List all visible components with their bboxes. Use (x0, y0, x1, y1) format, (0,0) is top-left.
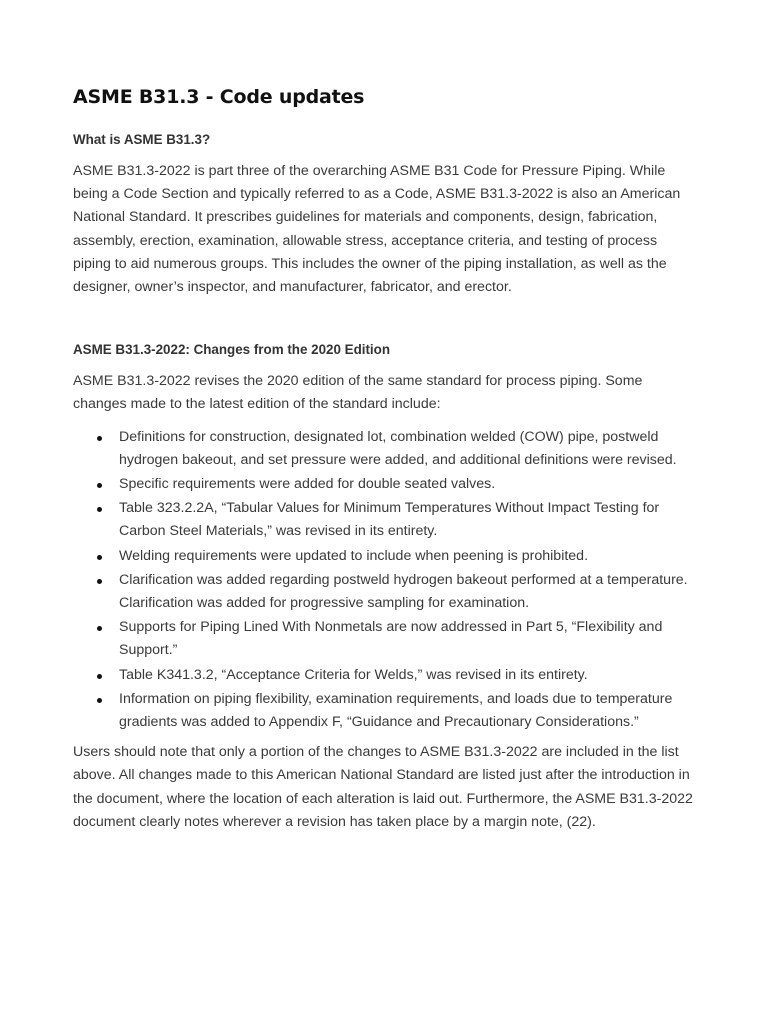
bullet-dot-icon (97, 626, 102, 631)
list-item (73, 569, 693, 615)
list-item-text: Supports for Piping Lined With Nonmetals are now addressed in Part 5, “Flexibility and Support.” (119, 619, 663, 659)
section-paragraph-closing: Users should note that only a portion of the changes to ASME B31.3-2022 are included in the list above. All changes made to this American National Standard are listed just after the introduction in the document, where the location of each alteration is laid out. Furthermore, the ASME B31.3-2022 document clearly notes wherever a revision has taken place by a margin note, (22). (73, 744, 693, 830)
list-item (73, 473, 693, 496)
list-item-text: Specific requirements were added for double seated valves. (119, 476, 496, 493)
section-spacer (73, 308, 693, 340)
section-heading-changes: ASME B31.3-2022: Changes from the 2020 Edition (73, 342, 391, 358)
list-item-text: Clarification was added regarding postweld hydrogen bakeout performed at a temperature. Clarification was added for progressive sampling for examination. (119, 571, 688, 612)
list-item (73, 688, 693, 734)
list-item-text: Table K341.3.2, “Acceptance Criteria for Welds,” was revised in its entirety. (119, 666, 588, 683)
list-item (73, 497, 693, 543)
bullet-dot-icon (97, 555, 102, 560)
list-item-text: Information on piping flexibility, examination requirements, and loads due to temperature gradients was added to Appendix F, “Guidance and Precautionary Considerations.” (119, 690, 673, 731)
document-page (73, 82, 693, 843)
section-paragraph-what-is: ASME B31.3-2022 is part three of the overarching ASME B31 Code for Pressure Piping. While being a Code Section and typically referred to as a Code, ASME B31.3-2022 is also an American National Standard. It prescribes guidelines for materials and components, design, fabrication, assembly, erection, examination, allowable stress, acceptance criteria, and testing of process piping to aid numerous groups. This includes the owner of the piping installation, as well as the designer, owner’s inspector, and manufacturer, fabricator, and erector. (73, 163, 681, 296)
list-item-text: Table 323.2.2A, “Tabular Values for Minimum Temperatures Without Impact Testing for Carbon Steel Materials,” was revised in its entirety. (119, 500, 660, 540)
list-item-text: Definitions for construction, designated lot, combination welded (COW) pipe, postweld hydrogen bakeout, and set pressure were added, and additional definitions were revised. (119, 428, 677, 468)
list-item-text: Welding requirements were updated to include when peening is prohibited. (119, 547, 589, 564)
bullet-dot-icon (97, 698, 102, 703)
list-item (73, 545, 693, 568)
changes-bullet-list (73, 426, 693, 735)
section-paragraph-changes-intro: ASME B31.3-2022 revises the 2020 edition of the same standard for process piping. Some changes made to the latest edition of the standard include: (73, 373, 643, 413)
list-item (73, 664, 693, 687)
bullet-dot-icon (97, 579, 102, 584)
bullet-dot-icon (97, 674, 102, 679)
bullet-dot-icon (97, 507, 102, 512)
section-heading-what-is: What is ASME B31.3? (73, 132, 211, 147)
document-title: ASME B31.3 - Code updates (73, 86, 365, 108)
bullet-dot-icon (97, 483, 102, 488)
bullet-dot-icon (97, 436, 102, 441)
list-item (73, 426, 693, 472)
list-item (73, 616, 693, 662)
